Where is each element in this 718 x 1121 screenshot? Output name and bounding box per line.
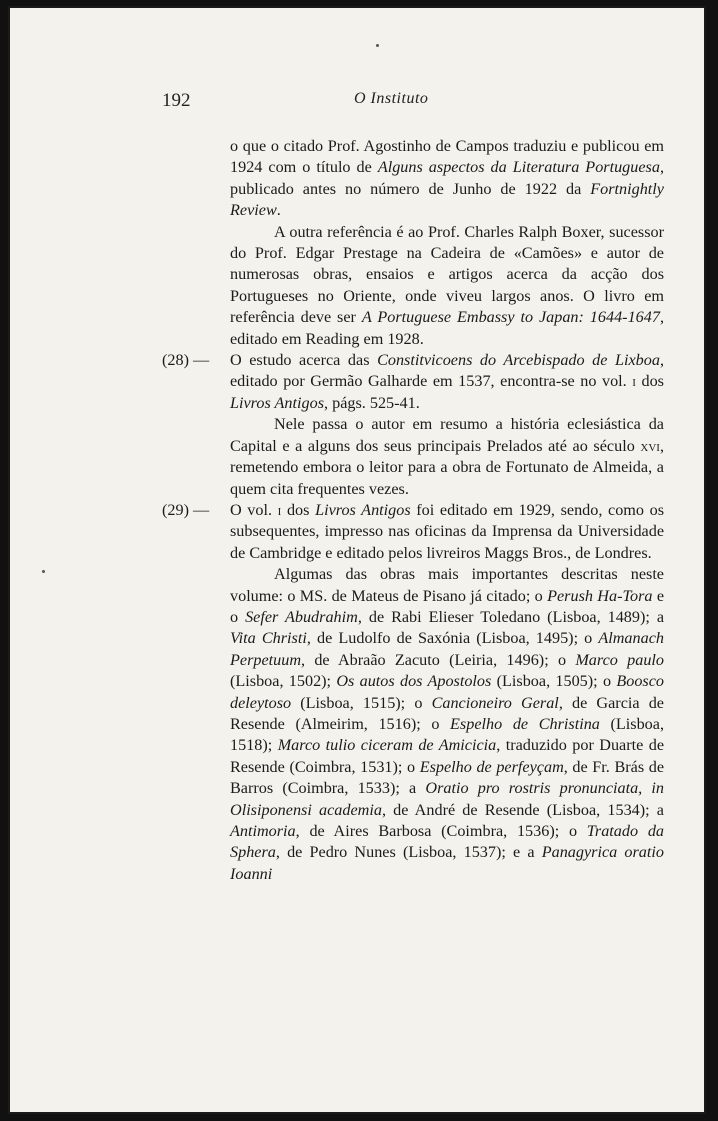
italic-title: Tratado da Sphera (230, 822, 665, 862)
text-run: , de Garcia de Resende (Almeirim, 1516); o (230, 693, 664, 733)
text-run: , editado por Germão Galharde em 1537, encontra-se no vol. (230, 351, 664, 391)
running-title: O Instituto (354, 90, 429, 107)
text-run: , traduzido por Duarte de Resende (Coimbra, 1531); o (230, 736, 665, 776)
text-run: , de Fr. Brás de Barros (Coimbra, 1533); a (230, 757, 665, 798)
italic-title: Panagyrica oratio Ioanni (230, 843, 664, 883)
paragraph (230, 414, 664, 500)
text-run: , págs. 525-41. (324, 393, 420, 412)
speck-mark (376, 44, 379, 47)
paragraph (230, 350, 664, 414)
page-number: 192 (162, 90, 191, 111)
italic-title: Almanach Perpetuum (230, 629, 664, 669)
text-run: , de Rabi Elieser Toledano (Lisboa, 1489); a (357, 607, 665, 626)
italic-title: Constitvicoens do Arcebispado de Lixboa (377, 351, 660, 370)
italic-title: Antimoria (230, 822, 296, 840)
text-run: (Lisboa, 1518); (230, 714, 665, 755)
text-run: O vol. (230, 500, 278, 519)
text-run: Nele passa o autor em resumo a história eclesiástica da Capital e a alguns dos seus principais Prelados até ao século (230, 415, 664, 455)
text-run: , de Abraão Zacuto (Leiria, 1496); o (301, 650, 576, 669)
text-run: . (276, 201, 281, 220)
text-run: (Lisboa, 1515); o (291, 693, 432, 712)
italic-title: Alguns aspectos da Literatura Portuguesa (377, 158, 660, 177)
text-run: foi editado em 1929, sendo, como os subsequentes, impresso nas oficinas da Imprensa da Universidade de Cambridge e editado pelos livreiros Maggs Bros., de Londres. (230, 500, 664, 562)
italic-title: A Portuguese Embassy to Japan: 1644-1647 (361, 308, 660, 327)
paragraph (230, 136, 664, 222)
italic-title: Vita Christi (230, 629, 307, 648)
text-run: , de Ludolfo de Saxónia (Lisboa, 1495); o (306, 629, 599, 648)
italic-title: Marco paulo (575, 650, 664, 669)
text-run: O estudo acerca das (230, 351, 378, 370)
speck-mark (42, 570, 45, 573)
text-run: dos (635, 372, 664, 391)
italic-title: Marco tulio ciceram de Amicicia (277, 736, 497, 755)
text-run: , publicado antes no número de Junho de 1922 da (230, 158, 664, 198)
italic-title: Sefer Abudrahim (245, 607, 358, 626)
footnote-marker: (28) — (162, 351, 210, 370)
text-run: e o (230, 586, 664, 626)
footnote-marker: (29) — (162, 500, 210, 519)
italic-title: Livros Antigos (315, 500, 411, 519)
text-run: , de André de Resende (Lisboa, 1534); a (381, 800, 664, 819)
text-run: dos (281, 500, 316, 519)
page (8, 6, 706, 1114)
italic-title: Fortnightly Review (230, 179, 664, 220)
text-run: , de Aires Barbosa (Coimbra, 1536); o (295, 822, 587, 840)
text-run: o que o citado Prof. Agostinho de Campos traduziu e publicou em 1924 com o título de (230, 137, 664, 177)
text-run: i (277, 500, 282, 519)
paragraph (230, 222, 664, 350)
text-run: A outra referência é ao Prof. Charles Ralph Boxer, sucessor do Prof. Edgar Prestage na Cadeira de «Camões» e autor de numerosas obras, ensaios e artigos acerca da acção dos Portugueses no Oriente, onde viveu largos anos. O livro em referência deve ser (230, 222, 664, 327)
paragraph (230, 564, 664, 885)
italic-title: Livros Antigos (230, 393, 324, 412)
text-run: Algumas das obras mais importantes descritas neste volume: o MS. de Mateus de Pisano já citado; o (230, 565, 664, 605)
paragraph (230, 500, 664, 564)
italic-title: Perush Ha-Tora (547, 586, 653, 605)
text-run: (Lisboa, 1505); o (491, 672, 617, 691)
text-run: xvi (640, 436, 660, 455)
italic-title: Boosco deleytoso (230, 672, 664, 712)
italic-title: Oratio pro rostris pronunciata, in Olisiponensi academia (230, 779, 664, 819)
text-run: i (632, 372, 636, 391)
text-run: , de Pedro Nunes (Lisboa, 1537); e a (275, 843, 542, 862)
footnote-28 (162, 350, 664, 414)
text-body (162, 136, 665, 885)
italic-title: Cancioneiro Geral (431, 693, 559, 712)
text-run: (Lisboa, 1502); (230, 672, 337, 691)
italic-title: Espelho de Christina (450, 714, 600, 733)
text-run: , remetendo embora o leitor para a obra de Fortunato de Almeida, a quem cita frequentes vezes. (230, 436, 664, 498)
italic-title: Os autos dos Apostolos (336, 672, 492, 691)
page-header (10, 90, 704, 114)
text-run: , editado em Reading em 1928. (230, 308, 664, 348)
footnote-29 (162, 500, 664, 564)
italic-title: Espelho de perfeyçam (419, 757, 564, 776)
